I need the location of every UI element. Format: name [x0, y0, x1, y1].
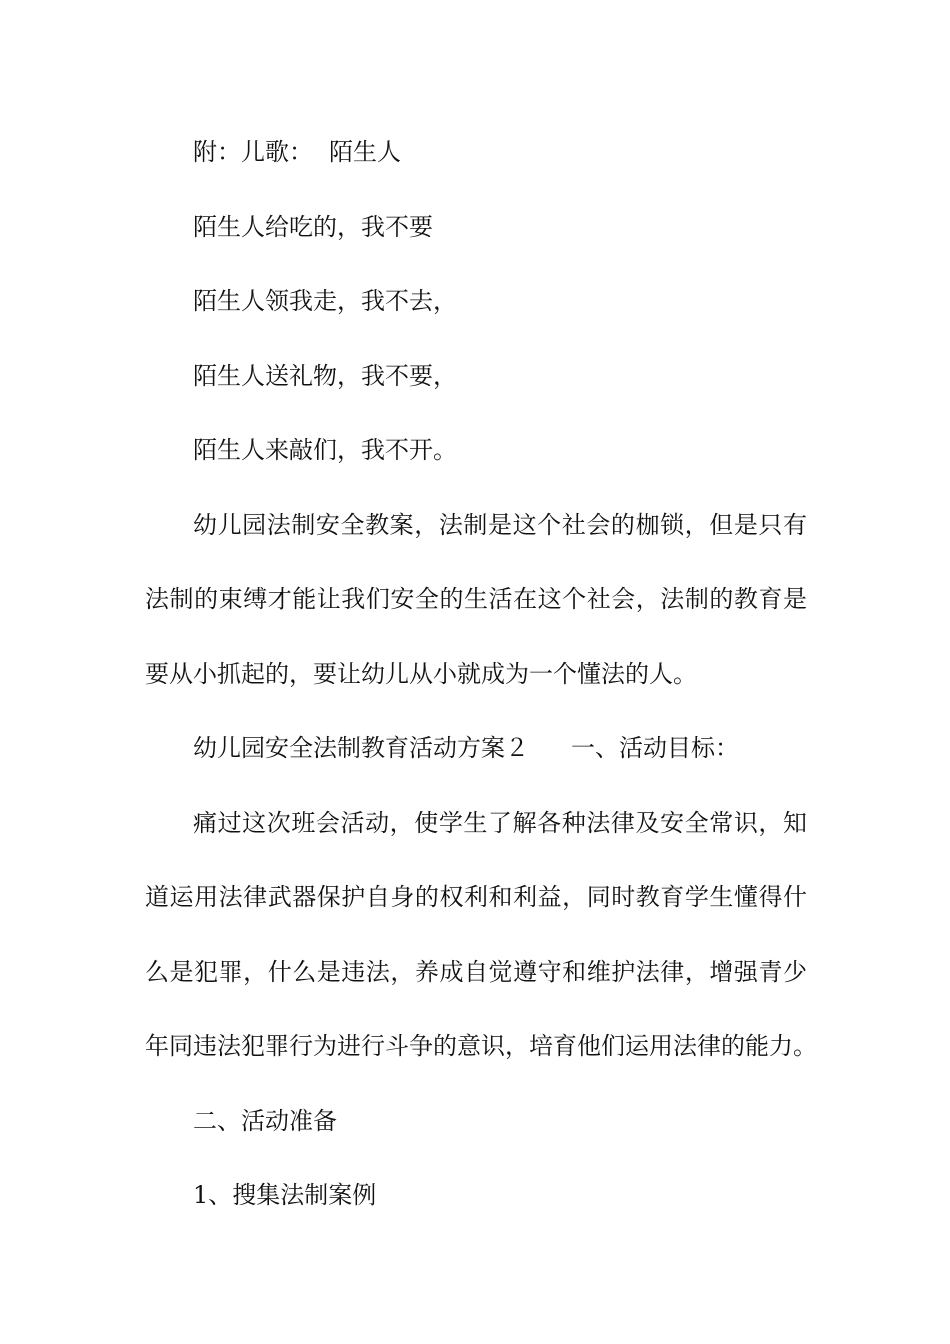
goal-paragraph-line: 痛过这次班会活动，使学生了解各种法律及安全常识，知 [193, 808, 807, 837]
goal-paragraph-line: 么是犯罪，什么是违法，养成自觉遵守和维护法律，增强青少 [145, 957, 807, 986]
plan-title-line [145, 711, 807, 786]
list-item: 1、搜集法制案例 [193, 1181, 377, 1209]
poem-title: 陌生人 [329, 138, 401, 166]
intro-paragraph-line: 要从小抓起的，要让幼儿从小就成为一个懂法的人。 [145, 659, 697, 688]
section-heading-preparation: 二、活动准备 [193, 1106, 337, 1135]
poem-line: 陌生人领我走，我不去， [193, 287, 457, 315]
poem-line: 陌生人给吃的，我不要 [193, 212, 433, 241]
poem-heading [145, 115, 807, 190]
poem-heading-prefix: 附：儿歌： [193, 138, 313, 166]
goal-paragraph-line: 年同违法犯罪行为进行斗争的意识，培育他们运用法律的能力。 [145, 1032, 817, 1060]
poem-line: 陌生人来敲们，我不开。 [193, 436, 457, 464]
intro-paragraph-line: 幼儿园法制安全教案，法制是这个社会的枷锁，但是只有 [193, 510, 807, 539]
plan-title: 幼儿园安全法制教育活动方案２ [193, 734, 529, 762]
poem-line: 陌生人送礼物，我不要， [193, 361, 457, 390]
document-body [145, 115, 817, 1233]
goal-paragraph-line: 道运用法律武器保护自身的权利和利益，同时教育学生懂得什 [145, 883, 807, 911]
intro-paragraph-line: 法制的束缚才能让我们安全的生活在这个社会，法制的教育是 [145, 585, 807, 613]
section-heading-goals: 一、活动目标： [571, 734, 739, 762]
